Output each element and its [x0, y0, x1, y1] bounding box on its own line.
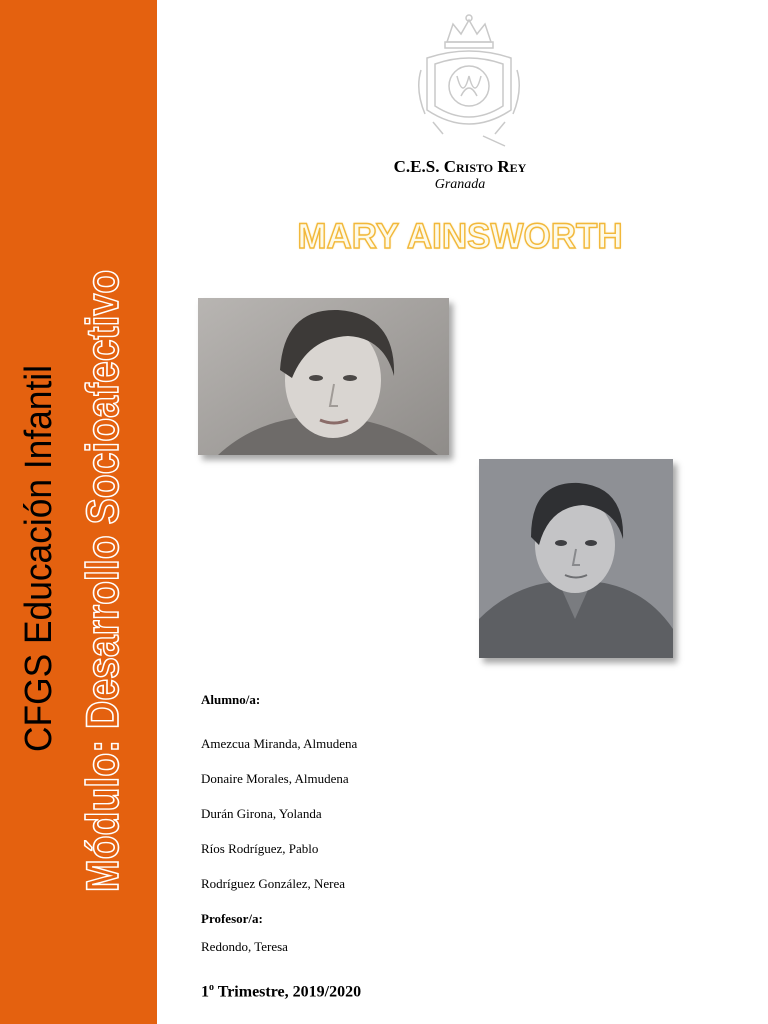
student-name: Amezcua Miranda, Almudena [201, 736, 358, 751]
portrait-photo-older [479, 459, 673, 658]
school-crest-icon [413, 10, 525, 150]
term-date [201, 982, 361, 1001]
student-name: Rodríguez González, Nerea [201, 876, 346, 891]
teacher-name: Redondo, Teresa [201, 939, 288, 954]
term-text: Trimestre, 2019/2020 [214, 983, 362, 1001]
module-title: Módulo: Desarrollo Socioafectivo [77, 269, 128, 892]
student-name: Donaire Morales, Almudena [201, 771, 349, 786]
document-title: MARY AINSWORTH [297, 217, 623, 256]
school-name [320, 157, 600, 177]
school-prefix: C.E.S. [393, 157, 444, 176]
students-label: Alumno/a: [201, 692, 261, 707]
student-name: Durán Girona, Yolanda [201, 806, 322, 821]
student-name: Ríos Rodríguez, Pablo [201, 841, 319, 856]
program-title: CFGS Educación Infantil [18, 365, 60, 752]
sidebar [0, 0, 157, 1024]
portrait-photo-young [198, 298, 449, 455]
term-number: 1 [201, 983, 209, 1001]
school-name-text: Cristo Rey [443, 157, 527, 176]
teacher-label: Profesor/a: [201, 911, 263, 926]
school-city: Granada [434, 177, 486, 192]
term-ordinal: o [209, 982, 214, 993]
